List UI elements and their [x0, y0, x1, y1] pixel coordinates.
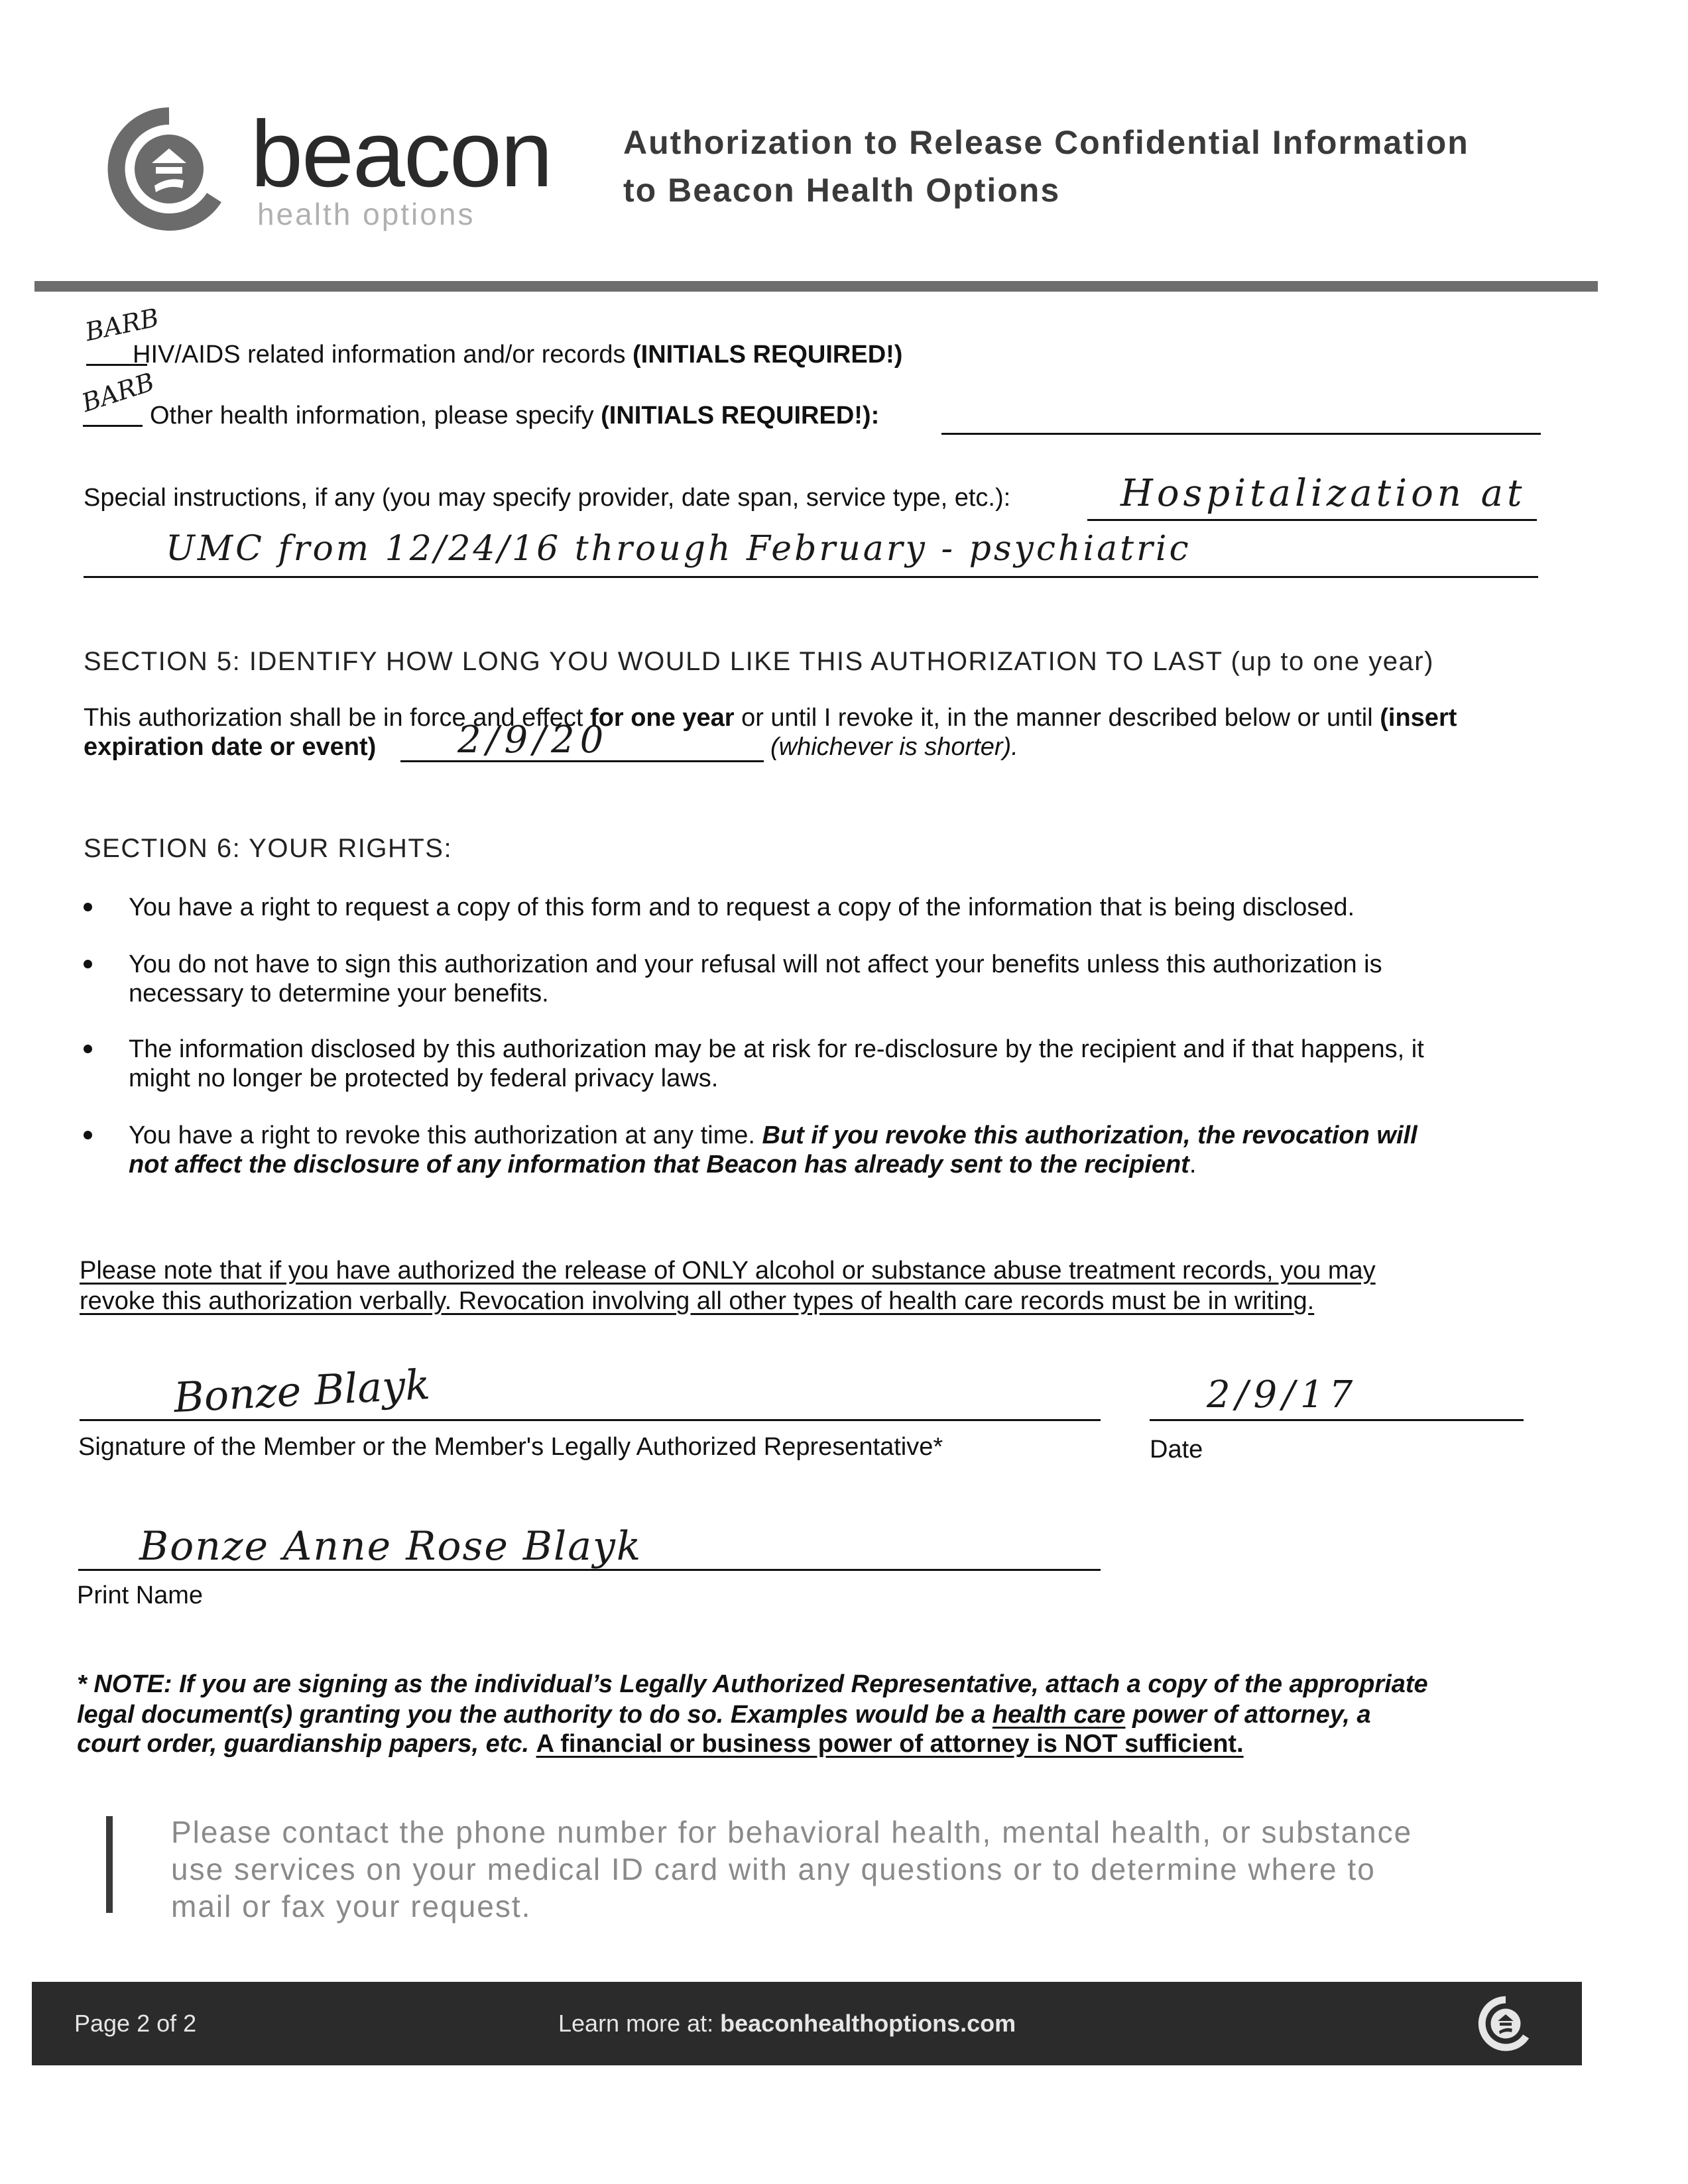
date-handwritten: 2/9/17	[1207, 1373, 1358, 1416]
header	[0, 0, 1688, 292]
revocation-note-line2: revoke this authorization verbally. Revocation involving all other types of health care records must be in writing.	[80, 1287, 1315, 1315]
contact-line2: use services on your medical ID card with any questions or to determine where to	[171, 1852, 1376, 1886]
rights-bullet-4-c: not affect the disclosure of any information that Beacon has already sent to the recipient	[129, 1151, 1189, 1178]
special-handwriting-1: Hospitalization at	[1120, 472, 1526, 515]
signature-handwritten: Bonze Blayk	[172, 1359, 432, 1422]
date-label: Date	[1150, 1436, 1203, 1464]
rights-bullet-3-line1: The information disclosed by this authorization may be at risk for re-disclosure by the recipient and if that happens, it	[129, 1035, 1424, 1063]
bullet-dot-2	[84, 960, 92, 968]
other-required: (INITIALS REQUIRED!):	[601, 402, 880, 430]
hiv-label: HIV/AIDS related information and/or records	[133, 341, 626, 369]
learn-more	[558, 2010, 1016, 2038]
legal-note-line3-b: A financial or business power of attorney is NOT sufficient.	[536, 1730, 1244, 1758]
special-instructions-label: Special instructions, if any (you may specify provider, date span, service type, etc.):	[84, 484, 1011, 512]
contact-block	[171, 1813, 1412, 1925]
rights-bullet-2-line1: You do not have to sign this authorization and your refusal will not affect your benefits unless this authorization is	[129, 950, 1382, 978]
bullet-dot-1	[84, 903, 92, 911]
rights-bullet-3-line2: might no longer be protected by federal privacy laws.	[129, 1064, 719, 1092]
hiv-row	[133, 339, 902, 370]
section5-text-e: expiration date or event)	[84, 733, 377, 761]
document-title-line1: Authorization to Release Confidential Information	[623, 124, 1469, 161]
section5-heading	[84, 647, 1434, 677]
rights-bullet-4-a: You have a right to revoke this authorization at any time.	[129, 1121, 755, 1149]
legal-note-line2-c: power of attorney, a	[1132, 1701, 1371, 1729]
other-label: Other health information, please specify	[150, 402, 594, 430]
section5-suffix: (up to one year)	[1231, 647, 1434, 676]
other-specify-line[interactable]	[941, 404, 1541, 435]
rights-bullet-4-line1	[129, 1120, 1417, 1151]
section6-heading: SECTION 6: YOUR RIGHTS:	[84, 834, 453, 863]
page-number: Page 2 of 2	[74, 2010, 197, 2037]
revocation-note-line1: Please note that if you have authorized the release of ONLY alcohol or substance abuse treatment records, you may	[80, 1257, 1376, 1285]
contact-line1: Please contact the phone number for behavioral health, mental health, or substance	[171, 1815, 1413, 1849]
footer-bar	[32, 1982, 1582, 2065]
contact-line3: mail or fax your request.	[171, 1889, 532, 1924]
contact-accent-bar	[106, 1816, 113, 1913]
section5-text-line1	[84, 703, 1457, 733]
rights-bullet-4-line2	[129, 1149, 1196, 1180]
legal-note-line2-b: health care	[992, 1701, 1126, 1729]
bullet-dot-3	[84, 1045, 92, 1053]
section5-text-line2	[84, 732, 376, 762]
print-name-handwritten: Bonze Anne Rose Blayk	[139, 1523, 642, 1570]
website-link[interactable]: beaconhealthoptions.com	[720, 2010, 1016, 2037]
rights-bullet-2-line2: necessary to determine your benefits.	[129, 980, 549, 1007]
header-rule	[34, 281, 1598, 292]
signature-label: Signature of the Member or the Member's Legally Authorized Representative*	[78, 1433, 943, 1461]
logo-wordmark: beacon	[251, 101, 552, 207]
section5-text-d: (insert	[1380, 704, 1457, 732]
learn-more-prefix: Learn more at:	[558, 2010, 714, 2037]
beacon-logo-icon	[103, 106, 235, 232]
rights-bullet-4-d: .	[1189, 1151, 1197, 1178]
hiv-initials: BARB	[82, 302, 162, 347]
section5-title: SECTION 5: IDENTIFY HOW LONG YOU WOULD LIKE THIS AUTHORIZATION TO LAST	[84, 647, 1223, 676]
rights-bullet-4-b: But if you revoke this authorization, the revocation will	[762, 1121, 1417, 1149]
legal-note-line3-a: court order, guardianship papers, etc.	[77, 1730, 530, 1758]
expiration-handwritten: 2/9/20	[457, 718, 609, 762]
logo-tagline: health options	[257, 197, 475, 231]
section5-text-f: (whichever is shorter).	[770, 733, 1018, 761]
legal-note-line2-a: legal document(s) granting you the authority to do so. Examples would be a	[77, 1701, 986, 1729]
rights-bullet-1: You have a right to request a copy of this form and to request a copy of the information that is being disclosed.	[129, 893, 1355, 921]
bullet-dot-4	[84, 1131, 92, 1139]
print-name-label: Print Name	[77, 1581, 204, 1609]
legal-note-line2	[77, 1699, 1371, 1730]
hiv-required: (INITIALS REQUIRED!)	[633, 341, 903, 369]
legal-note-line3	[77, 1729, 1244, 1759]
section5-text-c: or until I revoke it, in the manner described below or until	[741, 704, 1373, 732]
section5-text-b: for one year	[589, 704, 735, 732]
other-initials: BARB	[78, 367, 158, 418]
beacon-footer-icon	[1476, 1995, 1536, 2052]
legal-note-line1: * NOTE: If you are signing as the individual’s Legally Authorized Representative, attach a copy of the appropriate	[77, 1670, 1428, 1698]
section5-text-a: This authorization shall be in force and effect	[84, 704, 583, 732]
special-handwriting-2: UMC from 12/24/16 through February - psychiatric	[166, 529, 1191, 569]
other-row	[150, 400, 879, 431]
document-title-line2: to Beacon Health Options	[623, 172, 1061, 209]
